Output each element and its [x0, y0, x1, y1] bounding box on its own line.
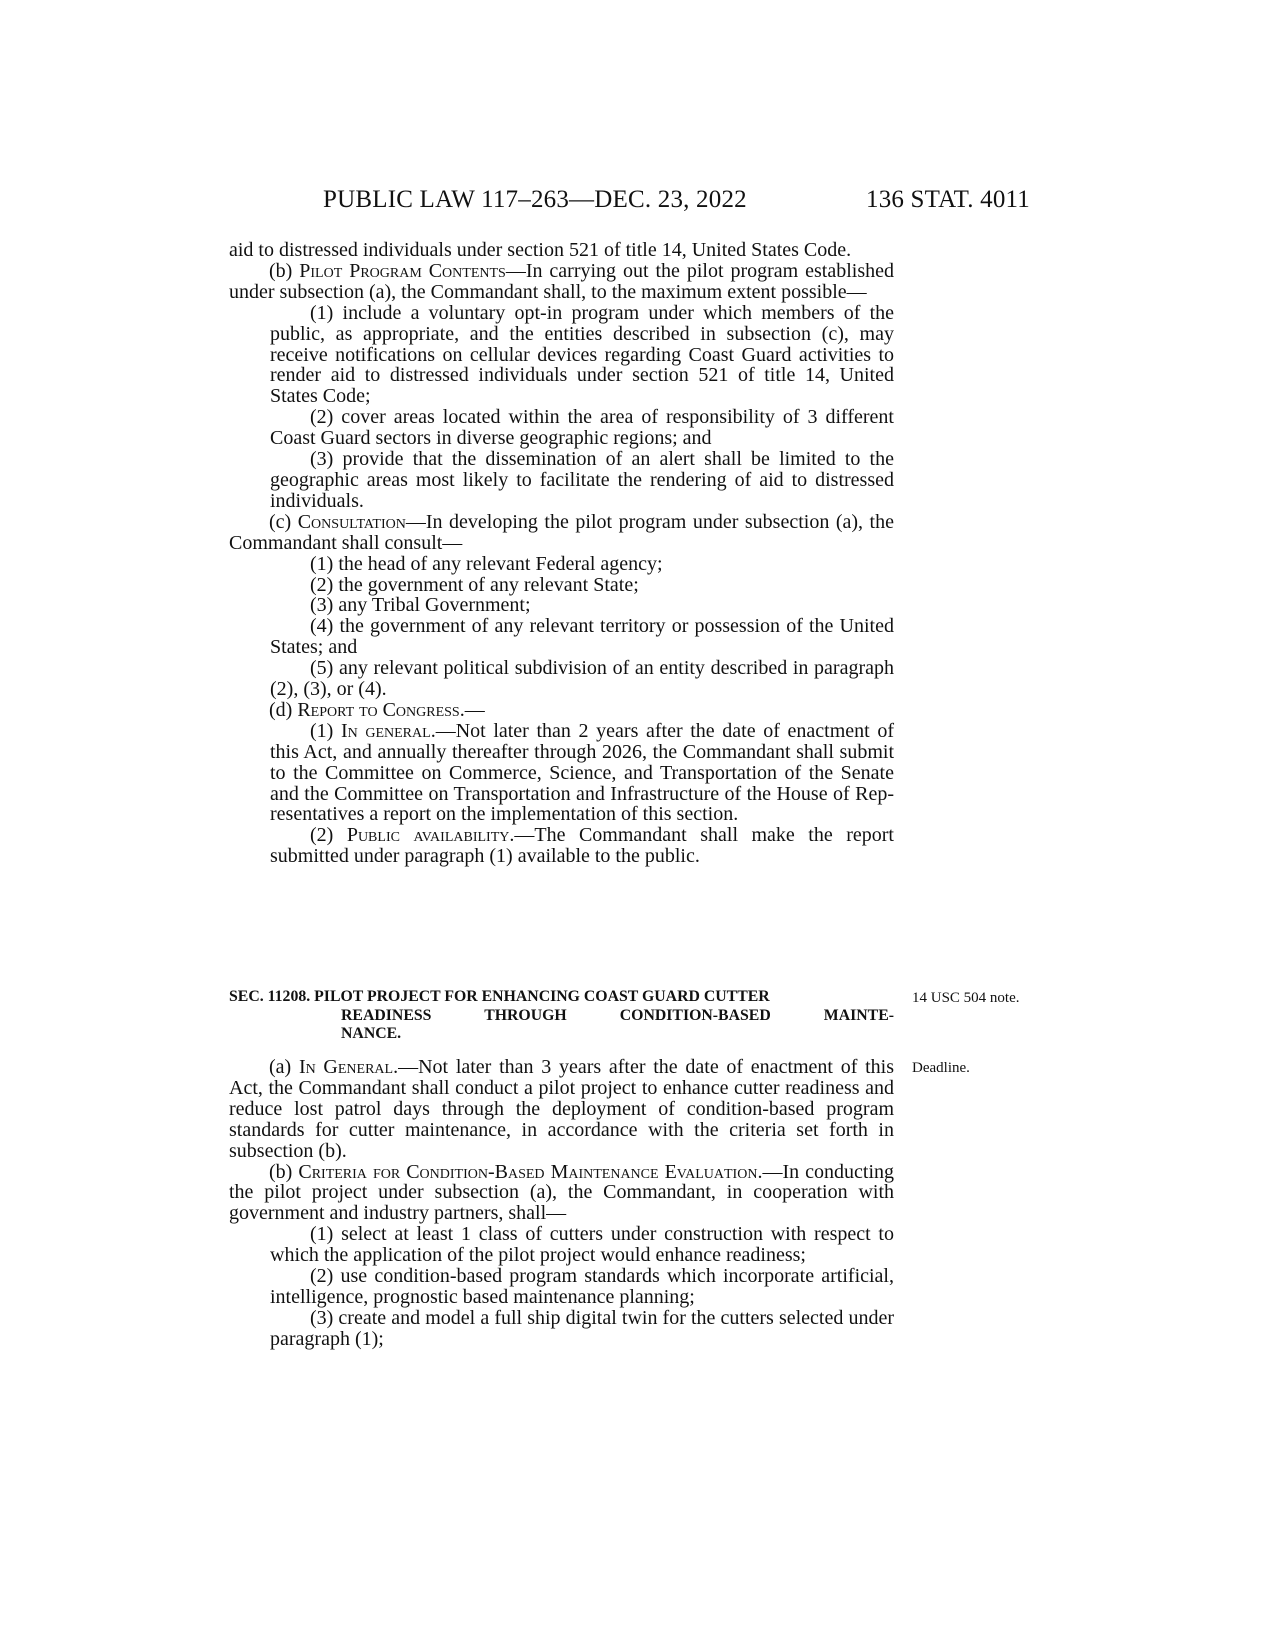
paragraph: [229, 449, 894, 512]
paragraph-number: (1): [310, 719, 341, 742]
paragraph-heading: Pilot Program Contents: [299, 259, 506, 282]
paragraph-number: (b): [269, 259, 300, 282]
paragraph-number: (b): [269, 1160, 299, 1183]
paragraph-text: (2) use condition-based program standards which incorporate artificial, intelligence, prognostic based maintenance planning;: [270, 1265, 894, 1308]
paragraph-text: (4) the government of any relevant territory or possession of the United States; and: [270, 615, 894, 659]
paragraph-text: .—: [459, 698, 485, 721]
paragraph-number: (a): [269, 1056, 299, 1078]
paragraph-text: (3) any Tribal Government;: [310, 594, 531, 617]
body-text-part2: [229, 1057, 894, 1350]
paragraph: [229, 658, 894, 700]
paragraph-text: .—Not later than 2 years after the date of enactment of this Act, and annually thereafter through 2026, the Commandant shall submit to the Committee on Commerce, Science, and Transportation of the Senate and the Committee on Transportation and Infrastructure of the House of Representatives a report on the implementation of this section.: [270, 719, 894, 826]
paragraph: [229, 1266, 894, 1308]
margin-note-deadline: Deadline.: [912, 1060, 970, 1076]
paragraph-text: aid to distressed individuals under section 521 of title 14, United States Code.: [229, 239, 852, 261]
paragraph: [229, 407, 894, 449]
paragraph-text: (3) provide that the dissemination of an alert shall be limited to the geographic areas most likely to facilitate the rendering of aid to distressed individuals.: [270, 448, 894, 512]
paragraph-text: .—Not later than 3 years after the date of enactment of this Act, the Commandant shall conduct a pilot project to enhance cutter readiness and reduce lost patrol days through the deployment of condition-based program standards for cutter maintenance, in accordance with the criteria set forth in subsection (b).: [229, 1056, 894, 1162]
paragraph-heading: Criteria for Condition-Based Maintenance Evaluation: [298, 1160, 758, 1183]
paragraph-text: (1) include a voluntary opt-in program under which members of the public, as appropriate, and the entities described in subsection (c), may receive notifications on cellular devices regarding Coast Guard activities to render aid to distressed individuals under section 521 of title 14, United States Code;: [270, 301, 894, 408]
paragraph-heading: Consultation: [297, 510, 406, 533]
section-heading: [229, 988, 894, 1044]
section-heading-line1: SEC. 11208. PILOT PROJECT FOR ENHANCING COAST GUARD CUTTER: [229, 988, 770, 1005]
paragraph-text: —In developing the pilot program under subsection (a), the Commandant shall consult—: [229, 510, 894, 554]
paragraph-heading: Public availability: [346, 824, 510, 847]
margin-note-usc: 14 USC 504 note.: [912, 990, 1020, 1006]
paragraph-text: .—The Commandant shall make the report submitted under paragraph (1) available to the public.: [270, 824, 894, 868]
paragraph: [229, 1308, 894, 1350]
paragraph-text: (2) the government of any relevant State;: [310, 573, 639, 596]
paragraph-heading: In General: [298, 1056, 394, 1078]
paragraph-text: —In carrying out the pilot program established under subsection (a), the Commandant shall, to the maximum extent possible—: [229, 259, 894, 303]
paragraph-text: (1) select at least 1 class of cutters under construction with respect to which the application of the pilot project would enhance readiness;: [270, 1223, 894, 1267]
paragraph: [229, 575, 894, 596]
section-heading-line3: NANCE.: [341, 1025, 402, 1043]
paragraph-text: (3) create and model a full ship digital twin for the cutters selected under paragraph (1);: [270, 1306, 894, 1350]
paragraph: [229, 721, 894, 826]
paragraph: [229, 595, 894, 616]
paragraph-number: (c): [269, 510, 298, 533]
paragraph: [229, 261, 894, 303]
paragraph-heading: Report to Congress: [297, 698, 460, 721]
paragraph: [229, 700, 894, 721]
paragraph: [229, 554, 894, 575]
body-text-part1: [229, 240, 894, 867]
paragraph: [229, 240, 894, 261]
section-heading-line2: READINESS THROUGH CONDITION-BASED MAINTE-: [341, 1006, 894, 1024]
paragraph-text: .—In conducting the pilot project under subsection (a), the Commandant, in cooperation with government and industry partners, shall—: [229, 1160, 894, 1225]
paragraph-number: (2): [310, 824, 347, 847]
paragraph: [229, 1224, 894, 1266]
paragraph: [229, 512, 894, 554]
paragraph: [229, 303, 894, 408]
paragraph: [229, 1162, 894, 1225]
paragraph-text: (1) the head of any relevant Federal agency;: [310, 552, 663, 575]
paragraph-number: (d): [269, 698, 298, 721]
paragraph-heading: In general: [340, 719, 431, 742]
running-header-title: PUBLIC LAW 117–263—DEC. 23, 2022: [323, 186, 747, 213]
paragraph-text: (2) cover areas located within the area of responsibility of 3 different Coast Guard sectors in diverse geographic regions; and: [270, 406, 894, 450]
paragraph-text: (5) any relevant political subdivision of an entity described in paragraph (2), (3), or (4).: [270, 657, 894, 701]
page-number: 136 STAT. 4011: [866, 186, 1030, 213]
paragraph: [229, 825, 894, 867]
paragraph: [229, 616, 894, 658]
paragraph: [229, 1057, 894, 1162]
